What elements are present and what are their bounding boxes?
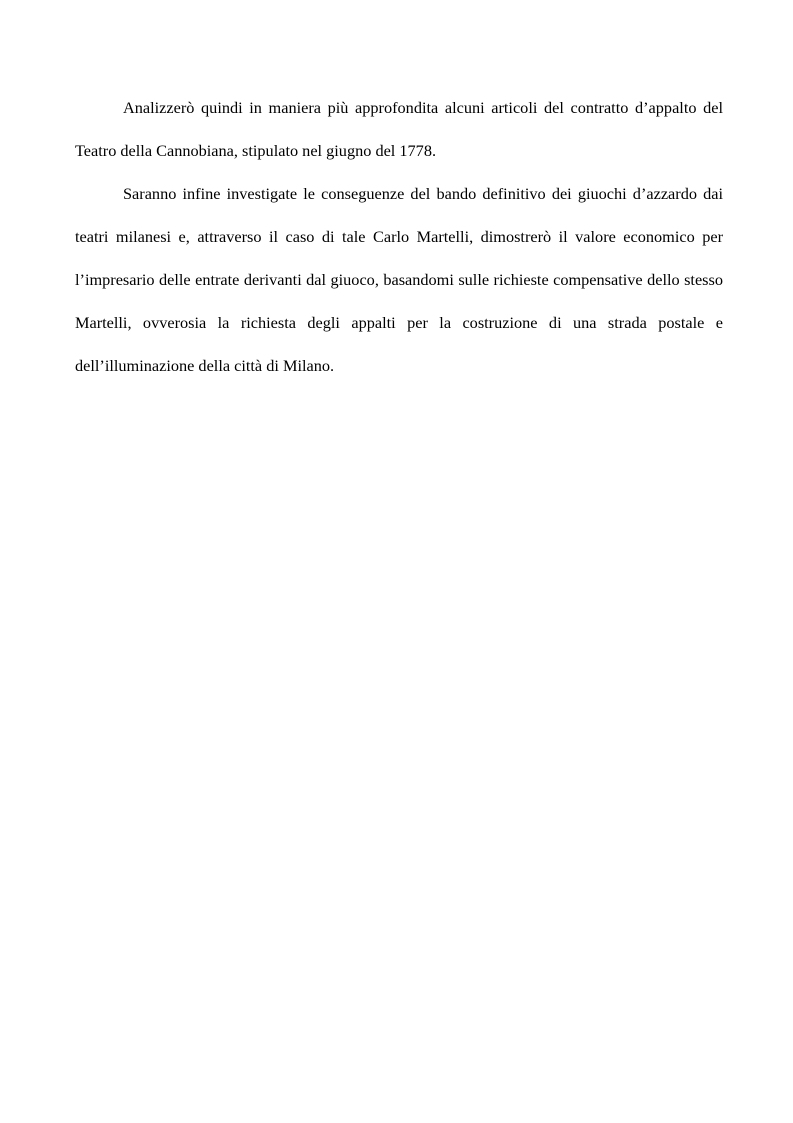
paragraph-gambling-ban: Saranno infine investigate le conseguenze del bando definitivo dei giuochi d’azzardo dai teatri milanesi e, attraverso il caso di tale Carlo Martelli, dimostrerò il valore economico per l’impresario delle entrate derivanti dal giuoco, basandomi sulle richieste compensative dello stesso Martelli, ovverosia la richiesta degli appalti per la costruzione di una strada postale e dell’illuminazione della città di Milano. <box>75 184 723 375</box>
body-text <box>75 86 723 387</box>
paragraph-contract-analysis: Analizzerò quindi in maniera più approfondita alcuni articoli del contratto d’appalto del Teatro della Cannobiana, stipulato nel giugno del 1778. <box>75 98 723 160</box>
